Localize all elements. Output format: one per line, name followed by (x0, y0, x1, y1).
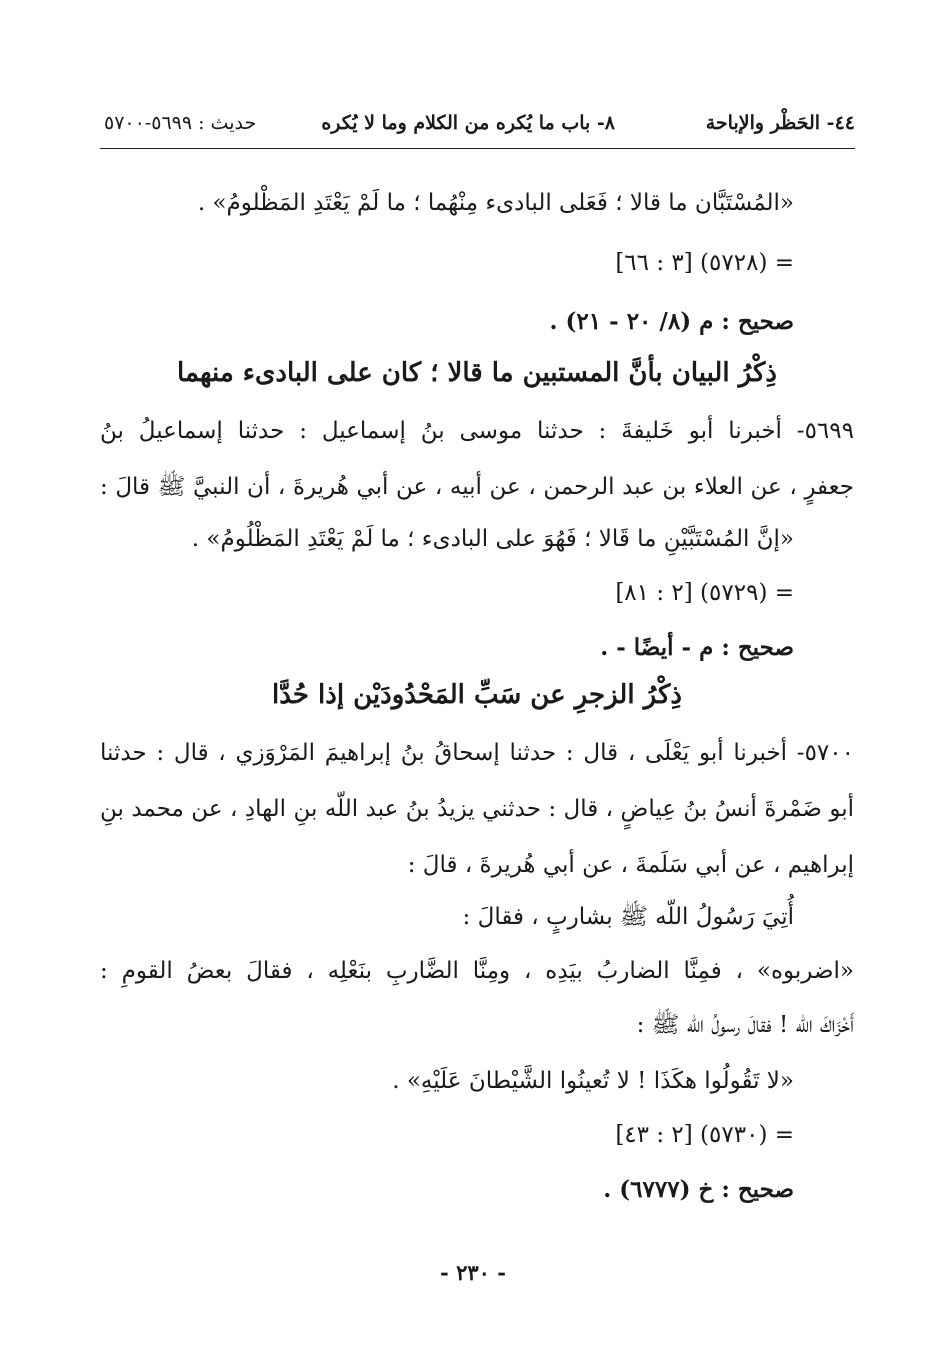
hadith-text: أَخْزَاكَ اللّه ! فقالَ رسولُ اللّه ﷺ : (636, 1012, 854, 1038)
grading-line: صحيح : م (٨/ ٢٠ - ٢١) . (549, 308, 794, 335)
running-header (100, 108, 855, 149)
hadith-text: «اضربوه» ، فمِنَّا الضاربُ بيَدِه ، ومِنَّا الضَّاربِ بنَعْلِه ، فقالَ بعضُ القومِ : (100, 958, 854, 984)
section-heading: ذِكْرُ البيان بأنَّ المستبين ما قالا ؛ كان على البادىء منهما (177, 358, 777, 388)
reference-line: = (٥٧٢٨) [٣ : ٦٦] (615, 250, 794, 276)
isnad-line: إبراهيم ، عن أبي سَلَمةَ ، عن أبي هُريرةَ ، قالَ : (407, 852, 854, 878)
isnad-line: أبو ضَمْرةَ أنسُ بنُ عِياضٍ ، قال : حدثني يزيدُ بنُ عبد اللّه بنِ الهادِ ، عن محمد بنِ (100, 796, 854, 822)
page-number: - ٢٣٠ - (440, 1260, 506, 1285)
isnad-line: ٥٦٩٩- أخبرنا أبو خَليفةَ : حدثنا موسى بنُ إسماعيل : حدثنا إسماعيلُ بنُ (100, 418, 854, 444)
reference-line: = (٥٧٣٠) [٢ : ٤٣] (615, 1122, 794, 1148)
grading-line: صحيح : خ (٦٧٧٧) . (603, 1176, 794, 1203)
isnad-line: جعفرٍ ، عن العلاء بن عبد الرحمن ، عن أبيه ، عن أبي هُريرةَ ، أن النبيَّ ﷺ قالَ : (100, 474, 854, 500)
hadith-text: «المُسْتَبَّان ما قالا ؛ فَعَلى البادىء مِنْهُما ؛ ما لَمْ يَعْتَدِ المَظْلومُ» . (197, 190, 794, 216)
grading-line: صحيح : م - أيضًا - . (600, 634, 794, 661)
section-title: ٨- باب ما يُكره من الكلام وما لا يُكره (321, 112, 615, 134)
hadith-text: أُتِيَ رَسُولُ اللّه ﷺ بشاربٍ ، فقالَ : (462, 904, 794, 930)
reference-line: = (٥٧٢٩) [٢ : ٨١] (615, 580, 794, 606)
hadith-text: «إنَّ المُسْتَبَّيْنِ ما قَالا ؛ فَهُوَ على البادىء ؛ ما لَمْ يَعْتَدِ المَظْلُومُ» . (191, 526, 794, 552)
hadith-text: «لا تَقُولُوا هكَذَا ! لا تُعينُوا الشَّيْطانَ عَلَيْهِ» . (392, 1068, 794, 1094)
hadith-range: حديث : ٥٦٩٩-٥٧٠٠ (104, 112, 257, 134)
isnad-line: ٥٧٠٠- أخبرنا أبو يَعْلَى ، قال : حدثنا إسحاقُ بنُ إبراهيمَ المَرْوَزي ، قال : حدثنا (100, 740, 854, 766)
chapter-title: ٤٤- الحَظْر والإباحة (705, 112, 855, 134)
section-heading: ذِكْرُ الزجرِ عن سَبِّ المَحْدُودَيْن إذا حُدَّا (272, 680, 682, 710)
